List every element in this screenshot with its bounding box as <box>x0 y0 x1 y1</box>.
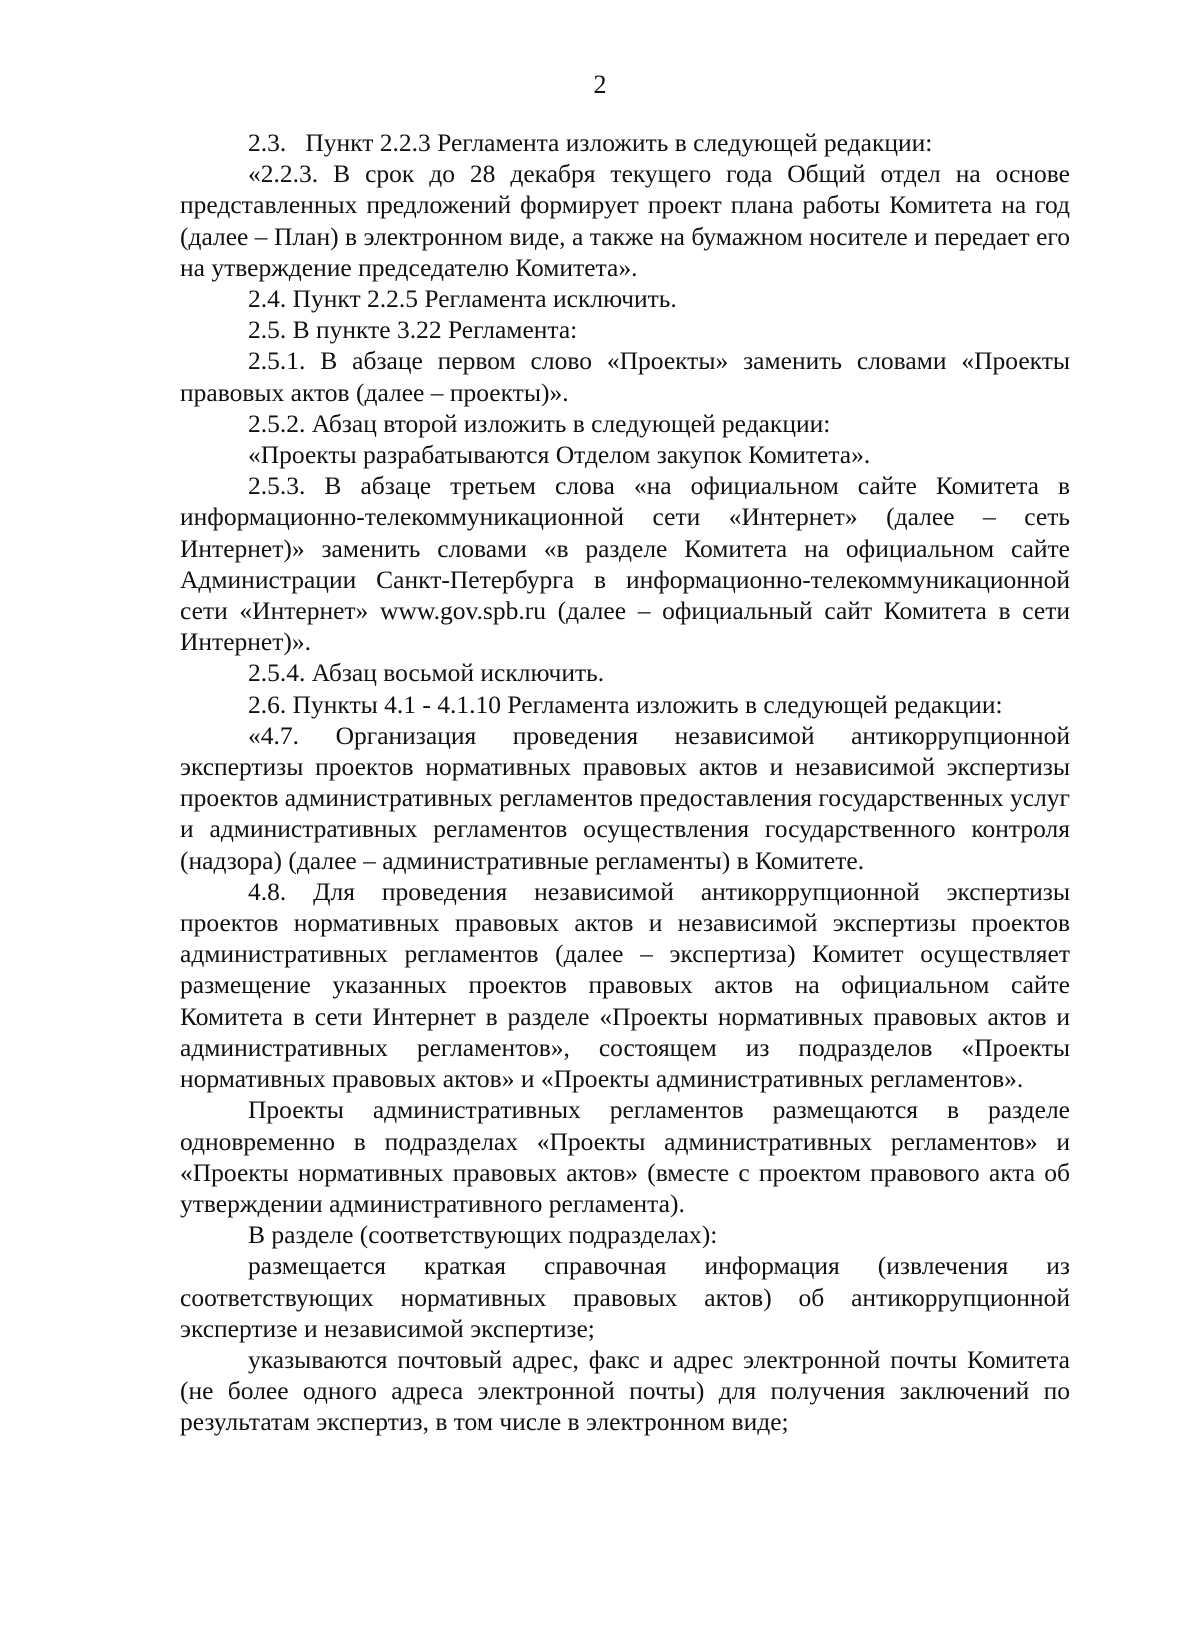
paragraph-2-5-4: 2.5.4. Абзац восьмой исключить. <box>248 658 605 688</box>
paragraph-2-3: 2.3. Пункт 2.2.3 Регламента изложить в следующей редакции: <box>248 128 933 157</box>
paragraph-4-8: 4.8. Для проведения независимой антикоррупционной экспертизы проектов нормативных правовых актов и независимой экспертизы проектов административных регламентов (далее – экспертиза) Комитет осуществляет размещение указанных проектов правовых актов на официальном сайте Комитета в сети Интернет в разделе «Проекты нормативных правовых актов и административных регламентов», состоящем из подразделов «Проекты нормативных правовых актов» и «Проекты административных регламентов». <box>180 876 1070 1094</box>
paragraph-2-5: 2.5. В пункте 3.22 Регламента: <box>248 315 578 345</box>
paragraph-admin-regulations: Проекты административных регламентов размещаются в разделе одновременно в подразделах «Проекты административных регламентов» и «Проекты нормативных правовых актов» (вместе с проектом правового акта об утверждении административного регламента). <box>180 1095 1070 1218</box>
page-number: 2 <box>593 70 607 99</box>
paragraph-reference-info: размещается краткая справочная информация (извлечения из соответствующих нормативных правовых актов) об антикоррупционной экспертизе и независимой экспертизе; <box>180 1251 1070 1343</box>
paragraph-2-5-1: 2.5.1. В абзаце первом слово «Проекты» заменить словами «Проекты правовых актов (далее – проекты)». <box>180 346 1070 407</box>
paragraph-2-4: 2.4. Пункт 2.2.5 Регламента исключить. <box>248 284 677 314</box>
paragraph-2-6: 2.6. Пункты 4.1 - 4.1.10 Регламента изложить в следующей редакции: <box>248 689 1003 719</box>
paragraph-2-5-3: 2.5.3. В абзаце третьем слова «на официальном сайте Комитета в информационно-телекоммуникационной сети «Интернет» (далее – сеть Интернет)» заменить словами «в разделе Комитета на официальном сайте Администрации Санкт-Петербурга в информационно-телекоммуникационной сети «Интернет» www.gov.spb.ru (далее – официальный сайт Комитета в сети Интернет)». <box>180 471 1070 657</box>
paragraph-2-2-3-text: «2.2.3. В срок до 28 декабря текущего года Общий отдел на основе представленных предложений формирует проект плана работы Комитета на год (далее – План) в электронном виде, а также на бумажном носителе и передает его на утверждение председателю Комитета». <box>180 159 1070 282</box>
paragraph-2-5-2-text: «Проекты разрабатываются Отделом закупок Комитета». <box>248 440 871 470</box>
paragraph-2-5-2: 2.5.2. Абзац второй изложить в следующей редакции: <box>248 408 831 438</box>
document-body <box>180 127 1070 1438</box>
paragraph-section-intro: В разделе (соответствующих подразделах): <box>248 1220 718 1250</box>
paragraph-4-7: «4.7. Организация проведения независимой антикоррупционной экспертизы проектов нормативных правовых актов и независимой экспертизы проектов административных регламентов предоставления государственных услуг и административных регламентов осуществления государственного контроля (надзора) (далее – административные регламенты) в Комитете. <box>180 720 1071 875</box>
paragraph-contact-info: указываются почтовый адрес, факс и адрес электронной почты Комитета (не более одного адреса электронной почты) для получения заключений по результатам экспертиз, в том числе в электронном виде; <box>180 1344 1070 1437</box>
